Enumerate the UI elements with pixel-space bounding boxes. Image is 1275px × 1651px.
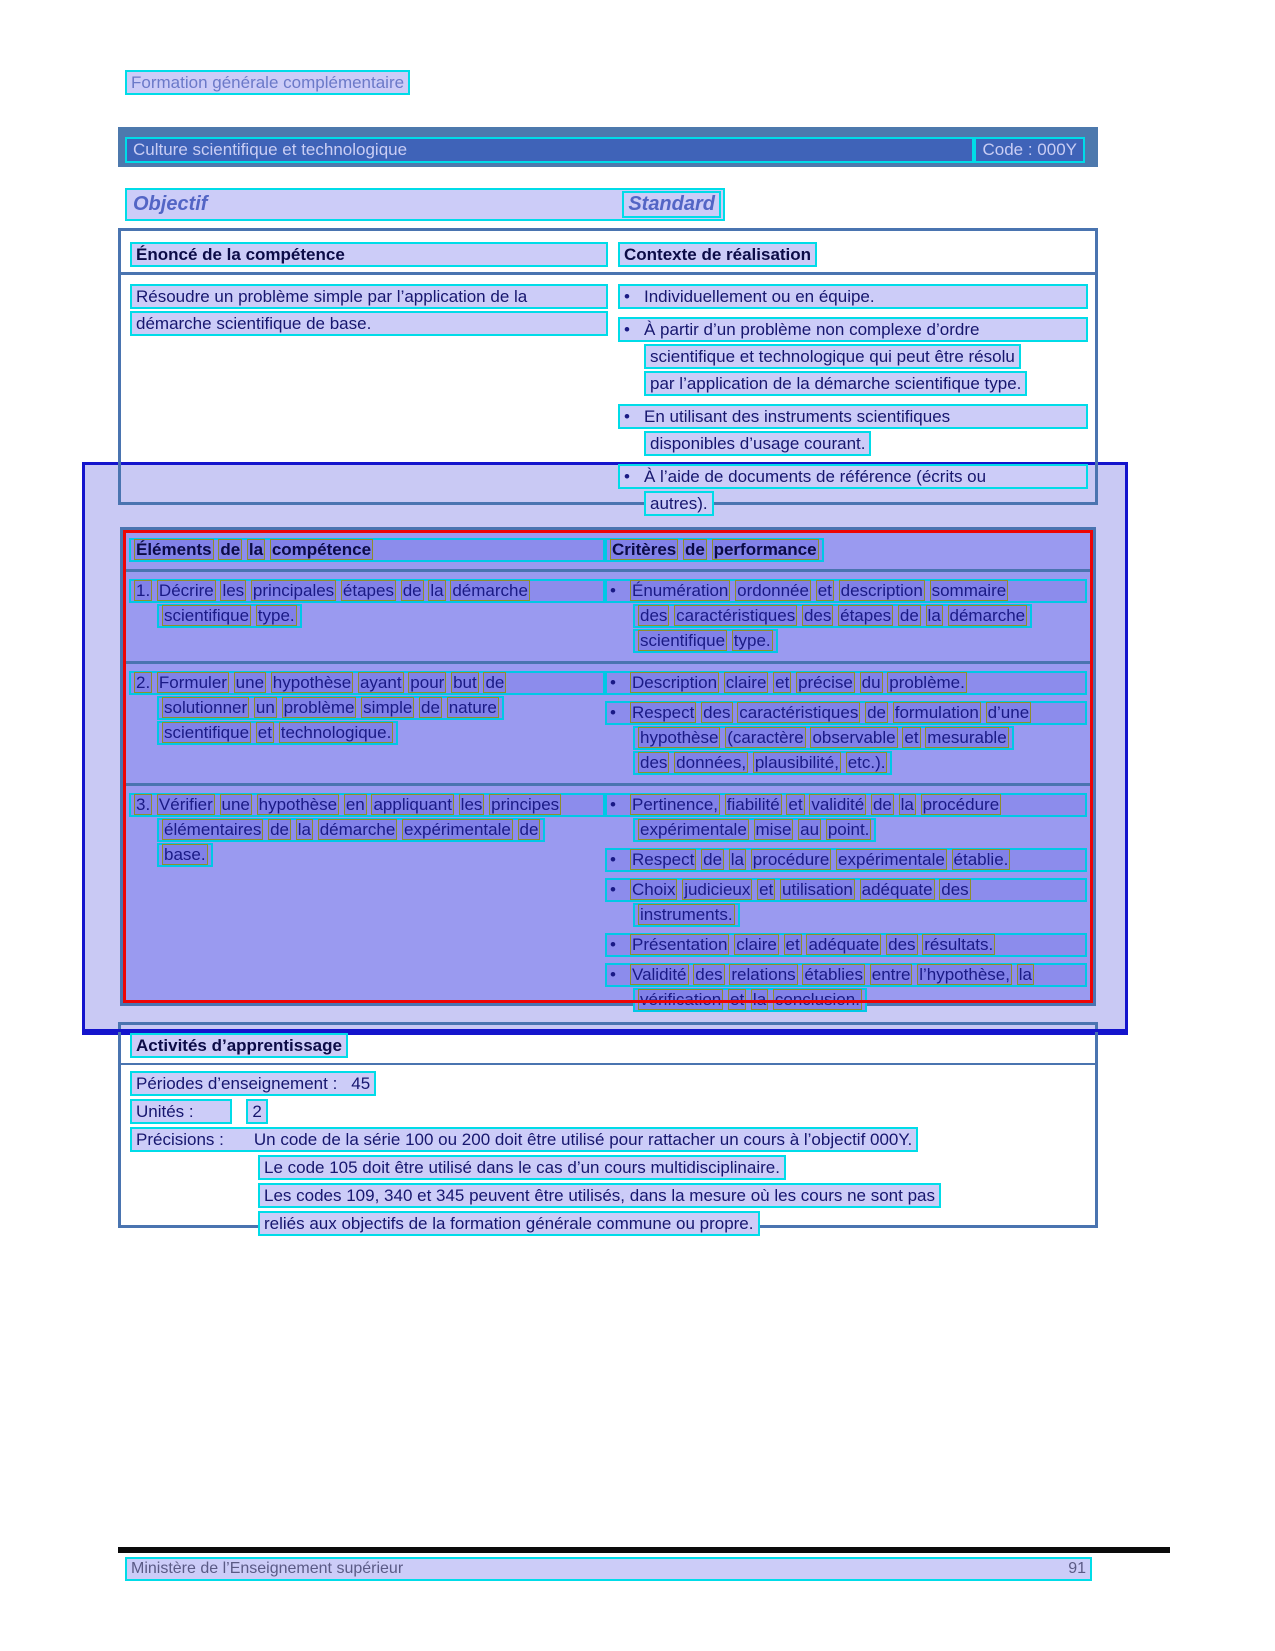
bullet-icon: • xyxy=(624,287,630,306)
table1-col2-header-text: Contexte de réalisation xyxy=(618,242,817,267)
word-box: une xyxy=(221,795,250,814)
word-box: Validité xyxy=(632,965,687,984)
objectif-band xyxy=(125,188,725,221)
bullet-icon: • xyxy=(624,467,630,486)
word-box: 2. xyxy=(136,673,151,692)
word-box: problème xyxy=(283,698,355,717)
heading-standard: Standard xyxy=(628,193,715,215)
word-box: claire xyxy=(736,935,777,954)
word-box: la xyxy=(752,990,767,1009)
highlight-box: démarche scientifique de base. xyxy=(130,311,608,336)
text-line xyxy=(618,317,1088,342)
table1-header-divider xyxy=(121,272,1095,275)
word-box: Formuler xyxy=(158,673,227,692)
word-box: la xyxy=(1018,965,1032,984)
competence-statement xyxy=(130,284,608,338)
word-box: et xyxy=(257,723,272,742)
word-box: l’hypothèse, xyxy=(919,965,1010,984)
table-enonce-competence xyxy=(118,228,1098,513)
word-box: Respect xyxy=(632,850,695,869)
word-box: et xyxy=(730,990,745,1009)
word-box: sommaire xyxy=(931,581,1007,600)
word-box: les xyxy=(460,795,483,814)
highlight-box: Le code 105 doit être utilisé dans le cas d’un cours multidisciplinaire. xyxy=(258,1155,786,1180)
word-box: en xyxy=(345,795,365,814)
word-box: observable xyxy=(812,728,896,747)
word-box: des xyxy=(803,606,832,625)
word-box: hypothèse xyxy=(258,795,338,814)
word-box: adéquate xyxy=(861,880,933,899)
word-box: Énumération xyxy=(632,581,729,600)
standard-box xyxy=(622,191,721,218)
word-box: (caractère xyxy=(727,728,804,747)
text-line xyxy=(618,491,1088,516)
red-annotation-frame xyxy=(123,530,1093,1003)
word-box: de xyxy=(519,820,539,839)
highlight-box: scientifique et technologique qui peut être résolu xyxy=(644,344,1021,369)
word-box: données, xyxy=(676,753,747,772)
word-box: adéquate xyxy=(808,935,880,954)
word-box: établie. xyxy=(953,850,1009,869)
annotation-overlay-bottom-border xyxy=(82,1029,1128,1032)
units-label: Unités : xyxy=(136,1102,194,1121)
word-box: technologique. xyxy=(280,723,392,742)
word-box: Décrire xyxy=(158,581,214,600)
word-box: simple xyxy=(363,698,413,717)
table1-col1-header-text: Énoncé de la compétence xyxy=(130,242,608,267)
word-box: ordonnée xyxy=(737,581,809,600)
document-title xyxy=(125,70,410,95)
word-box: de xyxy=(685,540,705,559)
word-box: principes xyxy=(491,795,560,814)
footer xyxy=(125,1557,1092,1581)
word-box: Éléments xyxy=(136,540,212,559)
word-box: étapes xyxy=(840,606,892,625)
highlight-box: Résoudre un problème simple par l’application de la xyxy=(130,284,608,309)
word-box: d’une xyxy=(987,703,1030,722)
bullet-icon: • xyxy=(610,850,616,869)
highlight-box: • À partir d’un problème non complexe d’ordre xyxy=(618,317,1088,342)
word-box: démarche xyxy=(452,581,528,600)
bullet-icon: • xyxy=(610,795,616,814)
word-box: un xyxy=(255,698,275,717)
word-box: de xyxy=(402,581,422,600)
banner-code: Code : 000Y xyxy=(974,137,1085,163)
word-box: mesurable xyxy=(927,728,1007,747)
word-box: etc.). xyxy=(847,753,886,772)
word-box: de xyxy=(703,850,723,869)
bullet-icon: • xyxy=(610,935,616,954)
word-box: et xyxy=(785,935,800,954)
word-box: scientifique xyxy=(164,606,250,625)
word-box: base. xyxy=(164,845,206,864)
word-box: performance xyxy=(713,540,817,559)
word-box: appliquant xyxy=(373,795,452,814)
footer-rule xyxy=(118,1547,1170,1553)
word-box: Choix xyxy=(632,880,676,899)
word-box: conclusion. xyxy=(774,990,860,1009)
units-value: 2 xyxy=(252,1102,262,1121)
word-box: type. xyxy=(257,606,295,625)
word-box: point. xyxy=(827,820,870,839)
word-box: Présentation xyxy=(632,935,728,954)
word-box: les xyxy=(222,581,245,600)
word-box: expérimentale xyxy=(838,850,945,869)
highlight-box: autres). xyxy=(644,491,714,516)
bullet-icon: • xyxy=(624,320,630,339)
table3-header-divider xyxy=(121,1063,1095,1065)
word-box: expérimentale xyxy=(640,820,747,839)
precisions-lines xyxy=(130,1155,1086,1236)
table-activites xyxy=(118,1022,1098,1233)
bullet-icon: • xyxy=(624,407,630,426)
word-box: de xyxy=(485,673,505,692)
word-box: mise xyxy=(755,820,792,839)
periods-label: Périodes d’enseignement : xyxy=(136,1074,338,1093)
word-box: formulation xyxy=(894,703,979,722)
text-line xyxy=(618,344,1088,369)
word-box: vérification xyxy=(640,990,722,1009)
word-box: type. xyxy=(733,631,771,650)
word-box: et xyxy=(904,728,919,747)
word-box: Vérifier xyxy=(158,795,213,814)
word-box: relations xyxy=(731,965,796,984)
periods-value: 45 xyxy=(351,1074,371,1093)
word-box: précise xyxy=(798,673,853,692)
highlight-box: • En utilisant des instruments scientifiques xyxy=(618,404,1088,429)
text-line xyxy=(130,1155,1086,1180)
bullet-icon: • xyxy=(610,880,616,899)
activites-header-text: Activités d’apprentissage xyxy=(130,1033,348,1058)
text-line xyxy=(618,431,1088,456)
word-box: ayant xyxy=(359,673,402,692)
periods-row xyxy=(130,1071,1086,1096)
highlight-box: Les codes 109, 340 et 345 peuvent être utilisés, dans la mesure où les cours ne sont pas xyxy=(258,1183,941,1208)
word-box: de xyxy=(899,606,919,625)
units-row xyxy=(130,1099,1086,1124)
word-box: une xyxy=(235,673,265,692)
word-box: la xyxy=(430,581,444,600)
word-box: de xyxy=(867,703,886,722)
word-box: démarche xyxy=(949,606,1026,625)
footer-ministry-text: Ministère de l’Enseignement supérieur xyxy=(131,1560,404,1577)
word-box: étapes xyxy=(342,581,394,600)
bullet-icon: • xyxy=(610,965,616,984)
word-box: et xyxy=(759,880,774,899)
objectif-standard-row xyxy=(125,188,725,221)
text-line xyxy=(618,464,1088,489)
text-line xyxy=(130,1211,1086,1236)
word-box: la xyxy=(248,540,264,559)
word-box: du xyxy=(861,673,881,692)
word-box: caractéristiques xyxy=(739,703,859,722)
heading-objectif: Objectif xyxy=(133,193,208,215)
word-box: pour xyxy=(410,673,445,692)
word-box: de xyxy=(270,820,289,839)
word-box: instruments. xyxy=(640,905,733,924)
text-line xyxy=(618,371,1088,396)
highlight-box: • À l’aide de documents de référence (écrits ou xyxy=(618,464,1088,489)
table3-rows xyxy=(130,1071,1086,1239)
word-box: validité xyxy=(811,795,865,814)
word-box: scientifique xyxy=(164,723,250,742)
word-box: plausibilité, xyxy=(754,753,839,772)
table1-col1-header xyxy=(130,242,608,267)
word-box: de xyxy=(421,698,440,717)
word-box: et xyxy=(788,795,803,814)
banner-inner xyxy=(125,137,1085,163)
context-bullet-list xyxy=(618,284,1088,518)
word-box: claire xyxy=(725,673,767,692)
highlight-box: • Individuellement ou en équipe. xyxy=(618,284,1088,309)
text-line xyxy=(618,284,1088,309)
word-box: Pertinence, xyxy=(632,795,718,814)
highlight-box: disponibles d’usage courant. xyxy=(644,431,871,456)
document-title-text: Formation générale complémentaire xyxy=(131,73,405,92)
word-box: des xyxy=(703,703,731,722)
word-box: démarche xyxy=(319,820,396,839)
text-line xyxy=(130,311,608,336)
word-box: caractéristiques xyxy=(676,606,796,625)
highlight-box: par l’application de la démarche scientifique type. xyxy=(644,371,1027,396)
word-box: expérimentale xyxy=(404,820,511,839)
word-box: hypothèse xyxy=(640,728,719,747)
word-box: nature xyxy=(448,698,497,717)
word-box: Critères xyxy=(612,540,677,559)
bullet-icon: • xyxy=(610,673,616,692)
word-box: description xyxy=(840,581,923,600)
word-box: des xyxy=(695,965,723,984)
banner xyxy=(118,127,1098,167)
word-box: élémentaires xyxy=(164,820,262,839)
word-box: la xyxy=(927,606,941,625)
table1-col2-header xyxy=(618,242,817,267)
word-box: résultats. xyxy=(924,935,994,954)
text-line xyxy=(130,1183,1086,1208)
word-box: scientifique xyxy=(640,631,726,650)
word-box: de xyxy=(872,795,892,814)
word-box: Description xyxy=(632,673,718,692)
word-box: la xyxy=(730,850,744,869)
banner-title: Culture scientifique et technologique xyxy=(125,137,974,163)
word-box: et xyxy=(817,581,832,600)
word-box: utilisation xyxy=(782,880,853,899)
word-box: entre xyxy=(871,965,911,984)
word-box: de xyxy=(220,540,241,559)
word-box: hypothèse xyxy=(272,673,352,692)
word-box: procédure xyxy=(922,795,1000,814)
table-elements-competence xyxy=(120,527,1096,1009)
word-box: la xyxy=(900,795,914,814)
text-line xyxy=(618,404,1088,429)
word-box: but xyxy=(453,673,477,692)
activites-header xyxy=(130,1033,348,1058)
precisions-label: Précisions : xyxy=(136,1130,224,1149)
precisions-first-row xyxy=(130,1127,1086,1152)
word-box: 3. xyxy=(136,795,151,814)
word-box: compétence xyxy=(271,540,372,559)
word-box: fiabilité xyxy=(726,795,780,814)
word-box: établies xyxy=(804,965,863,984)
word-box: des xyxy=(640,606,668,625)
text-line xyxy=(130,284,608,309)
word-box: et xyxy=(775,673,790,692)
word-box: des xyxy=(888,935,916,954)
word-box: judicieux xyxy=(684,880,751,899)
word-box: problème. xyxy=(889,673,965,692)
word-box: procédure xyxy=(752,850,830,869)
word-box: au xyxy=(800,820,820,839)
word-box: la xyxy=(297,820,311,839)
word-box: des xyxy=(640,753,668,772)
precisions-line: Un code de la série 100 ou 200 doit être utilisé pour rattacher un cours à l’objectif 000Y. xyxy=(253,1130,913,1149)
word-box: 1. xyxy=(136,581,151,600)
footer-page-number: 91 xyxy=(1068,1560,1086,1577)
word-box: Respect xyxy=(632,703,695,722)
word-box: principales xyxy=(252,581,335,600)
bullet-icon: • xyxy=(610,703,616,722)
word-box: des xyxy=(941,880,969,899)
bullet-icon: • xyxy=(610,581,616,600)
highlight-box: reliés aux objectifs de la formation générale commune ou propre. xyxy=(258,1211,760,1236)
word-box: solutionner xyxy=(164,698,248,717)
